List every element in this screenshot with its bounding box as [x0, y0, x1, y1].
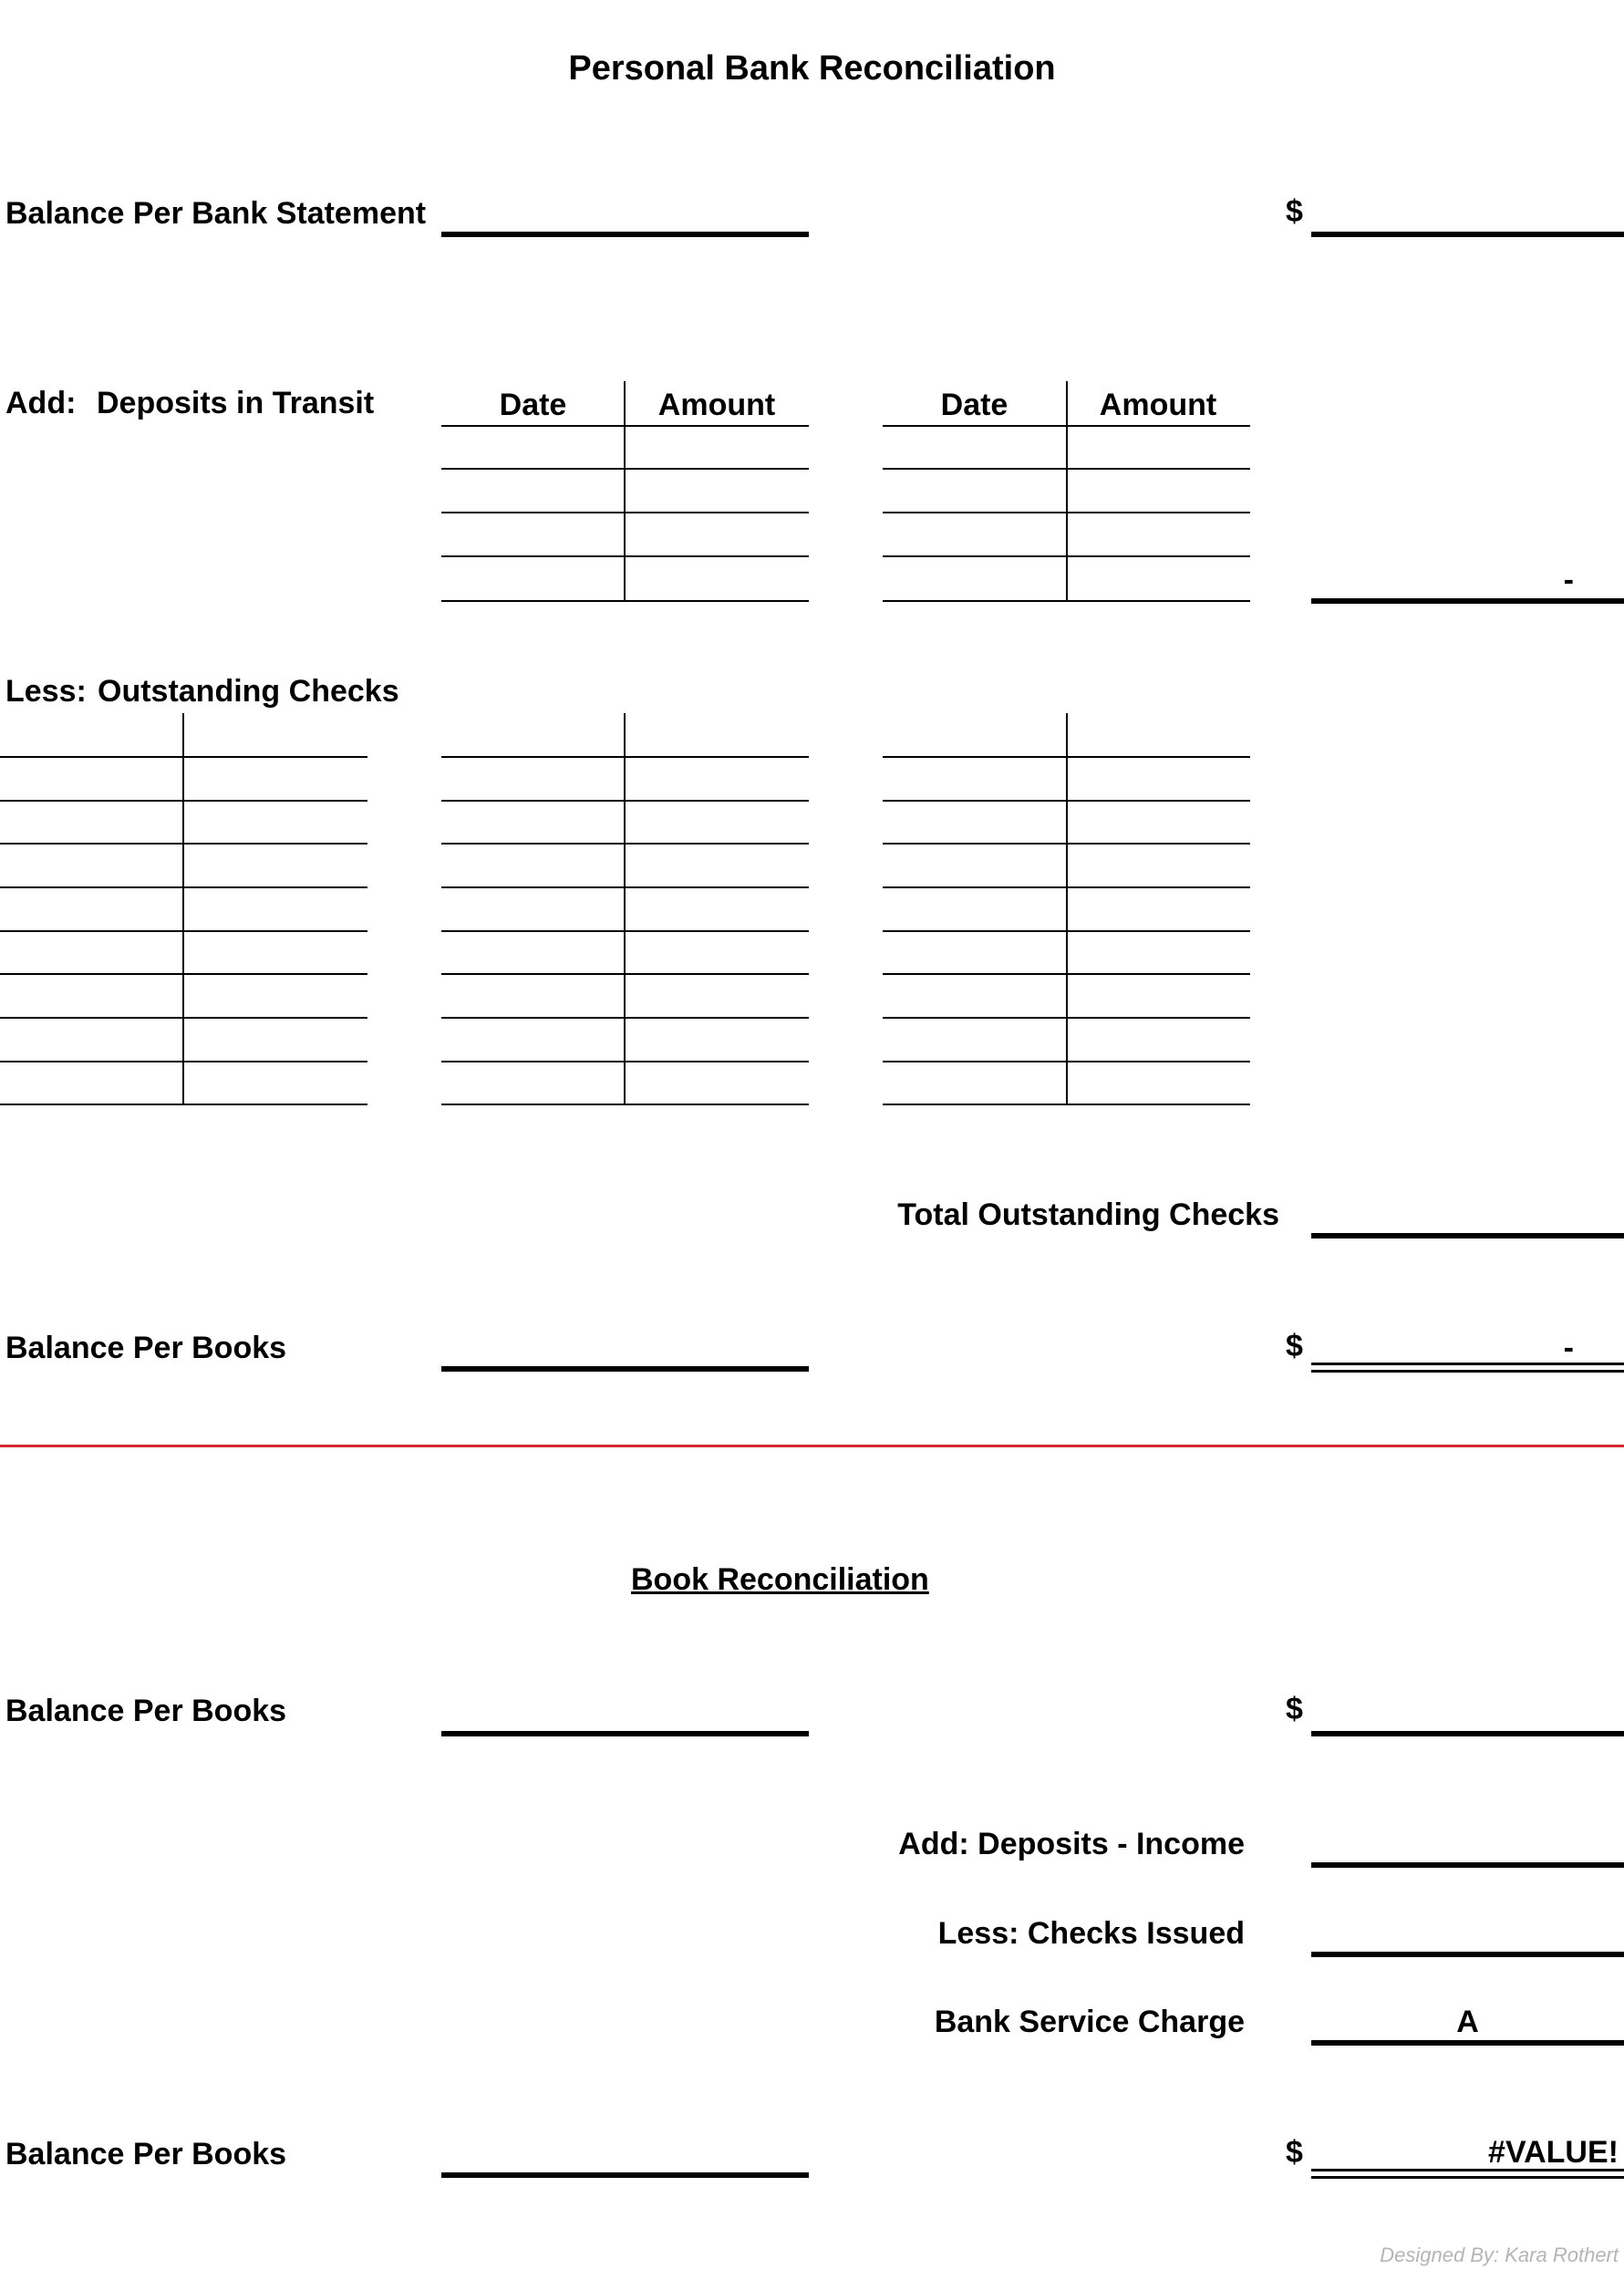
bank-statement-amount-field[interactable] [1311, 232, 1624, 237]
table-row[interactable] [441, 468, 809, 470]
table-row[interactable] [883, 800, 1250, 802]
table-row[interactable] [0, 1061, 367, 1062]
table-row[interactable] [441, 555, 809, 557]
designer-credit: Designed By: Kara Rothert [1380, 2244, 1619, 2266]
balance-per-books-total-field[interactable] [1311, 1363, 1624, 1373]
table-row[interactable] [883, 973, 1250, 975]
bank-statement-detail-field[interactable] [441, 232, 809, 237]
table-row[interactable] [883, 1017, 1250, 1019]
table-divider [1066, 381, 1068, 602]
table-row[interactable] [441, 425, 809, 427]
deposits-total-field[interactable] [1311, 598, 1624, 604]
total-outstanding-checks-label: Total Outstanding Checks [897, 1197, 1279, 1232]
table-row[interactable] [441, 756, 809, 758]
balance-per-books-label: Balance Per Books [5, 1331, 287, 1365]
table-row[interactable] [441, 1104, 809, 1105]
balance-per-bank-statement-label: Balance Per Bank Statement [5, 196, 427, 231]
checks-issued-field[interactable] [1311, 1952, 1624, 1957]
deposits-total-value: - [1563, 563, 1574, 597]
table-row[interactable] [0, 1104, 367, 1105]
table-row[interactable] [441, 930, 809, 932]
book-reconciliation-heading: Book Reconciliation [631, 1562, 929, 1597]
currency-symbol: $ [1286, 2135, 1303, 2170]
table-row[interactable] [883, 930, 1250, 932]
balance-per-books-value: - [1563, 1331, 1574, 1365]
bank-service-charge-label: Bank Service Charge [934, 2005, 1245, 2039]
table-row[interactable] [883, 600, 1250, 602]
table-row[interactable] [441, 1017, 809, 1019]
table-row[interactable] [441, 800, 809, 802]
book-balance-amount-field[interactable] [1311, 1731, 1624, 1736]
bank-service-charge-field[interactable] [1311, 2040, 1624, 2046]
amount-header: Amount [1099, 388, 1217, 422]
table-row[interactable] [441, 512, 809, 513]
total-outstanding-checks-field[interactable] [1311, 1233, 1624, 1238]
table-row[interactable] [883, 425, 1250, 427]
table-row[interactable] [441, 843, 809, 845]
final-balance-value: #VALUE! [1488, 2135, 1619, 2170]
deposits-in-transit-label: Deposits in Transit [97, 386, 375, 420]
balance-per-books-detail-field[interactable] [441, 1366, 809, 1372]
section-divider [0, 1445, 1624, 1447]
less-label: Less: [5, 674, 87, 709]
less-checks-issued-label: Less: Checks Issued [937, 1916, 1245, 1951]
currency-symbol: $ [1286, 1692, 1303, 1726]
add-label: Add: [5, 386, 77, 420]
table-row[interactable] [0, 756, 367, 758]
table-row[interactable] [883, 1104, 1250, 1105]
table-row[interactable] [0, 930, 367, 932]
add-deposits-income-label: Add: Deposits - Income [898, 1827, 1245, 1861]
table-divider [1066, 713, 1068, 1105]
page-title: Personal Bank Reconciliation [568, 49, 1056, 88]
book-balance-detail-field[interactable] [441, 1731, 809, 1736]
table-row[interactable] [0, 1017, 367, 1019]
table-row[interactable] [0, 886, 367, 888]
final-balance-detail-field[interactable] [441, 2172, 809, 2178]
date-header: Date [940, 388, 1009, 422]
table-row[interactable] [441, 886, 809, 888]
book-balance-per-books-label: Balance Per Books [5, 1694, 287, 1728]
table-row[interactable] [883, 468, 1250, 470]
final-balance-per-books-label: Balance Per Books [5, 2137, 287, 2171]
bank-service-charge-value: A [1456, 2005, 1479, 2039]
table-divider [624, 713, 626, 1105]
date-header: Date [499, 388, 567, 422]
table-row[interactable] [883, 843, 1250, 845]
outstanding-checks-label: Outstanding Checks [98, 674, 399, 709]
final-balance-total-field[interactable] [1311, 2169, 1624, 2179]
table-row[interactable] [883, 1061, 1250, 1062]
currency-symbol: $ [1286, 1329, 1303, 1363]
table-row[interactable] [441, 1061, 809, 1062]
table-divider [182, 713, 184, 1105]
table-row[interactable] [0, 973, 367, 975]
table-row[interactable] [441, 973, 809, 975]
table-row[interactable] [883, 512, 1250, 513]
table-divider [624, 381, 626, 602]
amount-header: Amount [657, 388, 776, 422]
deposits-income-field[interactable] [1311, 1862, 1624, 1868]
currency-symbol: $ [1286, 194, 1303, 229]
table-row[interactable] [0, 800, 367, 802]
table-row[interactable] [441, 600, 809, 602]
table-row[interactable] [883, 756, 1250, 758]
table-row[interactable] [883, 886, 1250, 888]
table-row[interactable] [883, 555, 1250, 557]
table-row[interactable] [0, 843, 367, 845]
